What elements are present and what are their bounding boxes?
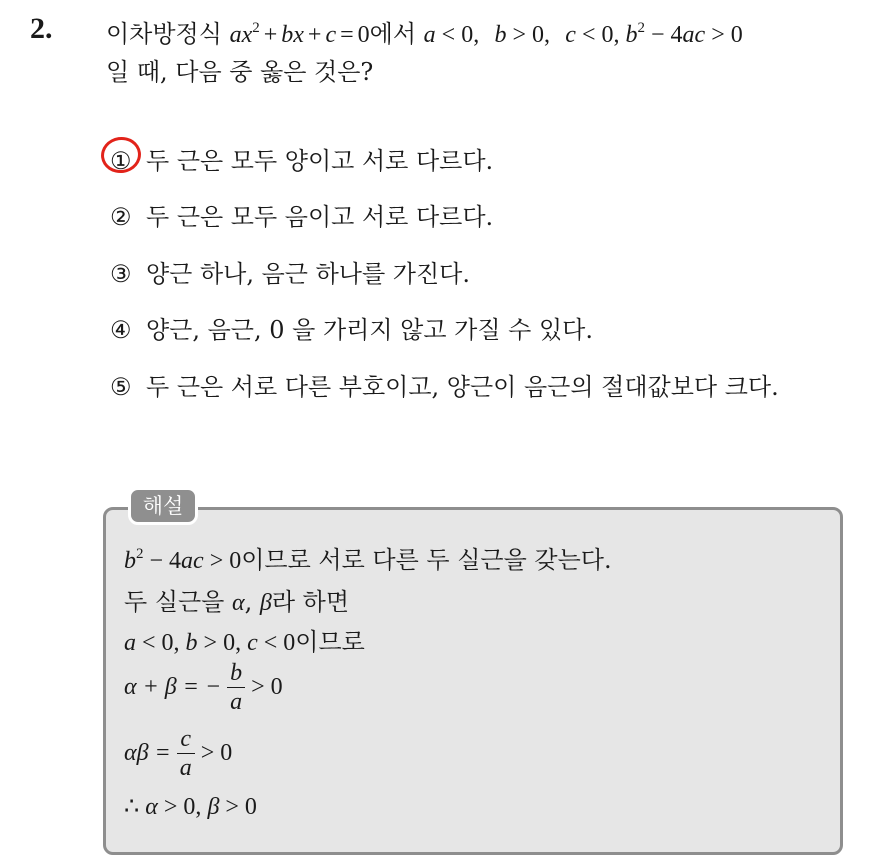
cond-c: < 0: [257, 630, 296, 656]
var-x: x: [293, 22, 304, 48]
question-stem-line-2: 일 때, 다음 중 옳은 것은?: [106, 58, 374, 86]
equals-sign: =: [340, 22, 354, 48]
choice-1[interactable]: [110, 141, 493, 176]
beta: β: [259, 590, 272, 616]
fraction-bar: [177, 753, 195, 754]
cond-a: < 0,: [136, 630, 186, 656]
disc-gt: > 0: [203, 548, 242, 574]
exponent: 2: [637, 20, 645, 36]
disc-mid: − 4: [143, 548, 182, 574]
cond-var-c: c: [565, 22, 576, 48]
plus-sign: +: [307, 22, 322, 48]
solution-line-2: [124, 582, 349, 617]
cond-a: < 0,: [435, 22, 480, 48]
var-c: c: [247, 630, 258, 656]
solution-line-1: [124, 540, 612, 575]
var-c: c: [325, 22, 337, 48]
cond-alpha: > 0,: [157, 794, 208, 820]
cond-b: > 0,: [506, 22, 551, 48]
question-stem-line-1: [106, 14, 743, 49]
choice-number: ⑤: [110, 373, 132, 401]
fraction-denominator: a: [230, 689, 243, 715]
choice-5[interactable]: [110, 367, 779, 402]
fraction-bar: [227, 687, 245, 688]
var-a: a: [124, 630, 136, 656]
choice-number: ①: [110, 147, 132, 175]
fraction: [177, 726, 195, 781]
zero: 0: [357, 22, 370, 48]
stem-text: 이차방정식: [106, 20, 230, 48]
alpha: α: [232, 590, 245, 616]
fraction-denominator: a: [179, 755, 192, 781]
cond-disc-end: > 0: [705, 22, 743, 48]
cond-c: < 0,: [575, 22, 626, 48]
inequality: > 0: [200, 740, 233, 766]
choice-number: ③: [110, 260, 132, 288]
solution-text: 두 실근을: [124, 588, 232, 616]
inequality: > 0: [251, 674, 283, 700]
alpha: α: [145, 794, 158, 820]
choice-number: ②: [110, 203, 132, 231]
solution-text: 라 하면: [271, 588, 350, 616]
therefore-symbol: ∴: [124, 794, 146, 820]
choice-text: 두 근은 서로 다른 부호이고, 양근이 음근의 절대값보다 크다.: [146, 373, 779, 401]
exponent: 2: [252, 20, 260, 36]
cond-var-b: b: [625, 22, 638, 48]
choice-text: 두 근은 모두 음이고 서로 다르다.: [146, 203, 494, 231]
choice-2[interactable]: [110, 197, 493, 232]
var-ac: ac: [181, 548, 204, 574]
cond-beta: > 0: [219, 794, 257, 820]
choice-4[interactable]: [110, 310, 593, 345]
solution-line-4: [124, 660, 283, 715]
var-a: a: [229, 22, 242, 48]
solution-tag: 해설: [128, 487, 198, 525]
choice-3[interactable]: [110, 254, 470, 289]
comma: ,: [244, 588, 260, 616]
cond-var-b: b: [494, 22, 507, 48]
question-number: 2.: [30, 12, 53, 45]
solution-line-6: [124, 792, 257, 821]
cond-var-ac: ac: [682, 22, 706, 48]
solution-line-3: [124, 622, 365, 657]
cond-disc: − 4: [645, 22, 683, 48]
fraction-numerator: b: [230, 660, 243, 686]
cond-b: > 0,: [197, 630, 248, 656]
var-b: b: [124, 548, 136, 574]
beta: β: [207, 794, 220, 820]
choice-text: 양근 하나, 음근 하나를 가진다.: [146, 260, 470, 288]
solution-line-5: [124, 726, 232, 781]
choice-text: 양근, 음근, 0 을 가리지 않고 가질 수 있다.: [146, 316, 593, 344]
solution-text: 이므로: [295, 628, 365, 656]
choice-number: ④: [110, 316, 132, 344]
fraction: [227, 660, 245, 715]
choice-text: 두 근은 모두 양이고 서로 다르다.: [146, 147, 494, 175]
sum-of-roots: α + β = −: [124, 674, 222, 700]
fraction-numerator: c: [180, 726, 192, 752]
var-x: x: [241, 22, 253, 48]
solution-text: 이므로 서로 다른 두 실근을 갖는다.: [241, 546, 612, 574]
exponent: 2: [136, 546, 144, 562]
product-of-roots: αβ =: [124, 740, 171, 766]
var-b: b: [281, 22, 294, 48]
stem-text: 에서: [369, 20, 424, 48]
var-b: b: [185, 630, 198, 656]
plus-sign: +: [263, 22, 278, 48]
cond-var-a: a: [423, 22, 436, 48]
